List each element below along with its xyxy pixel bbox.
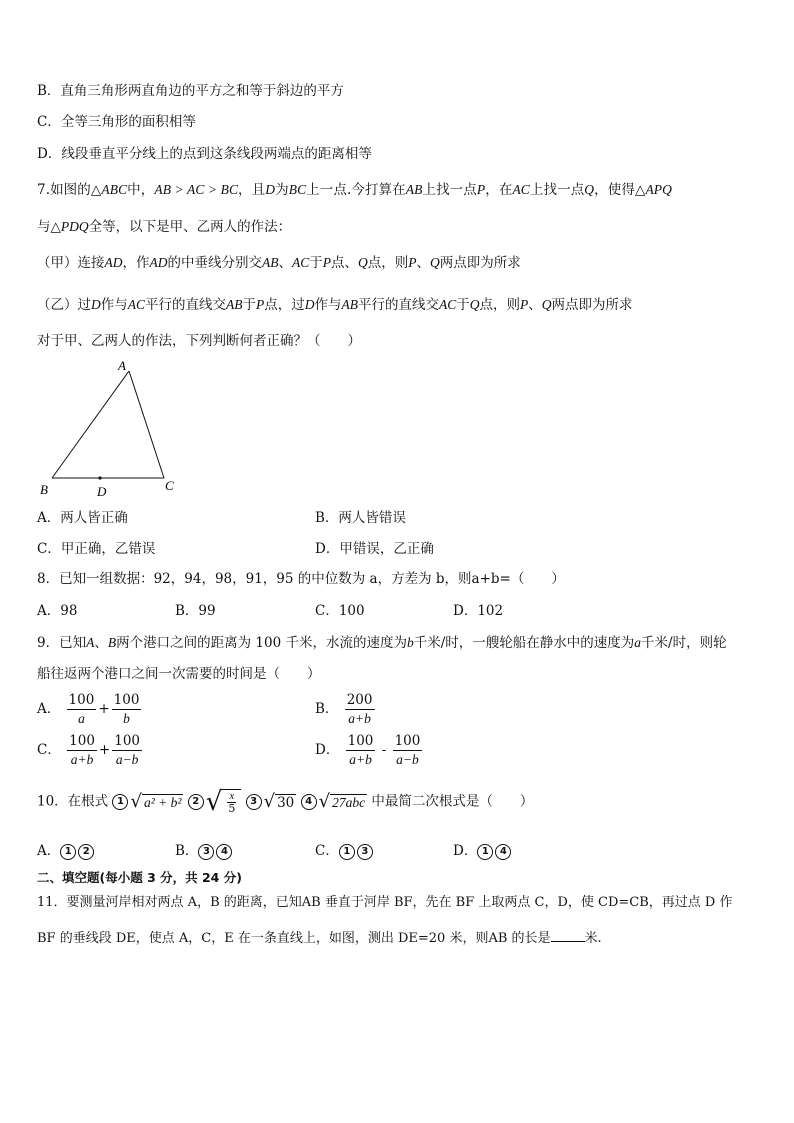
math: AC bbox=[512, 182, 530, 197]
math: a bbox=[634, 635, 642, 650]
fraction bbox=[67, 692, 97, 727]
text: （乙）过 bbox=[37, 297, 91, 313]
q9-option-d[interactable] bbox=[315, 733, 424, 768]
math: Q bbox=[469, 297, 480, 312]
q7-option-d[interactable]: D．甲错误，乙正确 bbox=[315, 541, 434, 557]
option-label: D． bbox=[315, 742, 340, 758]
math: D bbox=[91, 297, 101, 312]
q10-option-c[interactable] bbox=[315, 842, 375, 860]
math: P bbox=[476, 182, 486, 197]
text: 、 bbox=[416, 255, 431, 271]
q6-option-c: C．全等三角形的面积相等 bbox=[37, 114, 196, 130]
fraction bbox=[67, 733, 97, 768]
text: BF 的垂线段 DE，使点 A，C，E 在一条直线上，如图，测出 DE=20 米，则AB 的长是 bbox=[37, 931, 551, 946]
q9-stem-line1 bbox=[37, 634, 727, 652]
numerator: 100 bbox=[68, 692, 95, 708]
label-d: D bbox=[97, 484, 107, 499]
math: b bbox=[406, 635, 414, 650]
text: 10．在根式 bbox=[37, 793, 109, 810]
q9-option-b[interactable] bbox=[315, 692, 377, 727]
circled-number: 2 bbox=[188, 794, 204, 810]
q8-option-c[interactable]: C．100 bbox=[315, 603, 365, 619]
text: 中， bbox=[127, 182, 155, 198]
text: 千米/时，一艘轮船在静水中的速度为 bbox=[413, 635, 635, 651]
text: 上找一点 bbox=[529, 182, 585, 198]
denominator: 5 bbox=[228, 802, 236, 815]
text: 于 bbox=[456, 297, 470, 313]
text: （甲）连接 bbox=[37, 255, 105, 271]
text: 全等，以下是甲、乙两人的作法： bbox=[88, 219, 292, 235]
fraction bbox=[346, 733, 376, 768]
text: 点，则 bbox=[367, 255, 409, 271]
section-heading: 二、填空题(每小题 3 分，共 24 分) bbox=[37, 870, 242, 885]
radical bbox=[264, 793, 297, 811]
radicand: 30 bbox=[277, 794, 295, 811]
circled-number: 1 bbox=[477, 844, 493, 860]
q11-stem-line1: 11．要测量河岸相对两点 A，B 的距离，已知AB 垂直于河岸 BF，先在 BF 上取两点 C，D，使 CD=CB，再过点 D 作 bbox=[37, 895, 733, 910]
q6-option-d: D．线段垂直平分线上的点到这条线段两端点的距离相等 bbox=[37, 146, 372, 162]
math: AC bbox=[292, 255, 310, 270]
circled-number: 3 bbox=[198, 844, 214, 860]
radical-sign: √ bbox=[263, 791, 276, 812]
q8-option-b[interactable]: B．99 bbox=[175, 603, 216, 619]
numerator: 100 bbox=[69, 733, 95, 749]
option-label: A． bbox=[37, 701, 61, 717]
denominator: a+b bbox=[349, 752, 372, 767]
text: 与 bbox=[37, 219, 51, 235]
q10-option-d[interactable] bbox=[453, 842, 513, 860]
q9-option-c[interactable] bbox=[37, 733, 144, 768]
q7-stem-line1 bbox=[37, 181, 672, 199]
point-d bbox=[98, 476, 101, 479]
math: AB bbox=[262, 255, 279, 270]
fraction bbox=[345, 692, 375, 727]
circled-number: 2 bbox=[78, 844, 94, 860]
denominator: a−b bbox=[115, 752, 139, 767]
text: ，在 bbox=[485, 182, 513, 198]
fraction bbox=[112, 692, 142, 727]
text: 米. bbox=[584, 931, 602, 946]
side-ac bbox=[129, 371, 164, 478]
math: Q bbox=[430, 255, 440, 270]
circled-number: 3 bbox=[246, 794, 262, 810]
q7-option-b[interactable]: B．两人皆错误 bbox=[315, 510, 406, 526]
q7-stem-line2 bbox=[37, 218, 291, 236]
text: 于 bbox=[309, 255, 323, 271]
text: 点、 bbox=[331, 255, 359, 271]
numerator: 200 bbox=[346, 692, 373, 708]
label-c: C bbox=[165, 478, 174, 493]
numerator: 100 bbox=[394, 733, 421, 749]
numerator: 100 bbox=[114, 733, 141, 749]
q7-question: 对于甲、乙两人的作法，下列判断何者正确？（ ） bbox=[37, 333, 361, 349]
text: 于 bbox=[242, 297, 257, 313]
text: 平行的直线交 bbox=[358, 297, 440, 313]
numerator: x bbox=[229, 790, 235, 802]
text: 两点即为所求 bbox=[439, 255, 521, 271]
text: 、 bbox=[278, 255, 292, 271]
math: A bbox=[86, 635, 95, 650]
text: ，且 bbox=[238, 182, 266, 198]
text: 、 bbox=[94, 635, 108, 651]
denominator: a+b bbox=[70, 752, 94, 767]
fraction bbox=[112, 733, 142, 768]
math: AD bbox=[149, 255, 168, 270]
numerator: 100 bbox=[347, 733, 374, 749]
circled-number: 1 bbox=[339, 844, 355, 860]
circled-number: 4 bbox=[495, 844, 511, 860]
operator: + bbox=[98, 742, 111, 758]
side-ab bbox=[52, 371, 129, 478]
fraction bbox=[393, 733, 423, 768]
text: 两个港口之间的距离为 100 千米，水流的速度为 bbox=[116, 635, 407, 651]
label-b: B bbox=[40, 482, 48, 497]
q9-option-a[interactable] bbox=[37, 692, 143, 727]
text: 平行的直线交 bbox=[145, 297, 227, 313]
math: AB bbox=[405, 182, 423, 197]
radical bbox=[319, 793, 367, 811]
q9-stem-line2: 船往返两个港口之间一次需要的时间是（ ） bbox=[37, 666, 321, 682]
radical-sign: √ bbox=[130, 791, 142, 812]
q8-option-a[interactable]: A．98 bbox=[37, 603, 78, 619]
text: 作与 bbox=[100, 297, 128, 313]
q10-option-b[interactable] bbox=[175, 842, 234, 860]
math: Q bbox=[358, 255, 368, 270]
text: 、 bbox=[528, 297, 542, 313]
math: P bbox=[256, 297, 265, 312]
math: AC bbox=[127, 297, 146, 312]
q11-stem-line2 bbox=[37, 927, 602, 948]
q8-option-d[interactable]: D．102 bbox=[453, 603, 504, 619]
q6-option-b: B．直角三角形两直角边的平方之和等于斜边的平方 bbox=[37, 83, 344, 99]
q8-stem: 8．已知一组数据：92，94，98，91，95 的中位数为 a，方差为 b，则a+b=（ ） bbox=[37, 571, 565, 587]
radical bbox=[130, 793, 183, 811]
text: 作与 bbox=[314, 297, 342, 313]
q10-stem bbox=[37, 789, 533, 815]
circled-number: 4 bbox=[216, 844, 232, 860]
math: P bbox=[408, 255, 417, 270]
option-label: B． bbox=[175, 843, 199, 859]
text: 为 bbox=[275, 182, 289, 198]
math: AD bbox=[104, 255, 123, 270]
answer-blank[interactable] bbox=[551, 927, 585, 942]
option-label: A． bbox=[37, 843, 61, 859]
math: Q bbox=[541, 297, 552, 312]
math: BC bbox=[288, 182, 307, 197]
fraction bbox=[226, 790, 237, 815]
denominator: a bbox=[78, 711, 85, 726]
numerator: 100 bbox=[113, 692, 140, 708]
triangle-figure bbox=[34, 357, 184, 502]
option-label: D． bbox=[453, 843, 478, 859]
q7-option-c[interactable]: C．甲正确，乙错误 bbox=[37, 541, 156, 557]
option-label: C． bbox=[37, 742, 61, 758]
math: D bbox=[304, 297, 315, 312]
math: P bbox=[322, 255, 332, 270]
label-a: A bbox=[118, 358, 126, 373]
math: AC bbox=[439, 297, 457, 312]
radicand bbox=[222, 789, 241, 815]
math: AB > AC > BC bbox=[154, 182, 239, 197]
math: △ABC bbox=[90, 182, 128, 197]
q7-option-a[interactable]: A．两人皆正确 bbox=[37, 510, 128, 526]
radicand: 27abc bbox=[332, 794, 366, 810]
radical-sign: √ bbox=[205, 787, 223, 817]
circled-number: 1 bbox=[60, 844, 76, 860]
text: 上一点.今打算在 bbox=[306, 182, 406, 198]
option-label: C． bbox=[315, 843, 339, 859]
text: 千米/时，则轮 bbox=[641, 635, 727, 651]
text: ，使得 bbox=[594, 182, 635, 198]
text: 7.如图的 bbox=[37, 182, 91, 198]
text: 中最简二次根式是（ ） bbox=[371, 793, 534, 810]
math: P bbox=[520, 297, 529, 312]
math: B bbox=[107, 635, 117, 650]
operator: + bbox=[98, 701, 110, 717]
circled-number: 1 bbox=[112, 794, 128, 810]
circled-number: 4 bbox=[301, 794, 317, 810]
math: △APQ bbox=[634, 182, 672, 197]
text: 点，则 bbox=[479, 297, 521, 313]
option-label: B． bbox=[315, 701, 339, 717]
radicand: a² + b² bbox=[143, 794, 182, 810]
circled-number: 3 bbox=[357, 844, 373, 860]
text: 上找一点 bbox=[422, 182, 477, 198]
math: AB bbox=[341, 297, 359, 312]
math: D bbox=[265, 182, 276, 197]
q7-method-yi bbox=[37, 296, 633, 314]
math: △PDQ bbox=[50, 219, 89, 234]
radical-sign: √ bbox=[318, 791, 331, 812]
radical bbox=[206, 789, 242, 815]
text: 两点即为所求 bbox=[551, 297, 633, 313]
math: AB bbox=[226, 297, 243, 312]
math: Q bbox=[584, 182, 595, 197]
operator: - bbox=[381, 742, 387, 758]
text: 9．已知 bbox=[37, 635, 87, 651]
denominator: a+b bbox=[348, 711, 371, 726]
denominator: a−b bbox=[396, 752, 419, 767]
text: 的中垂线分别交 bbox=[167, 255, 262, 271]
text: 点，过 bbox=[264, 297, 305, 313]
q7-method-jia bbox=[37, 254, 521, 272]
denominator: b bbox=[123, 711, 130, 726]
q10-option-a[interactable] bbox=[37, 842, 96, 860]
text: ，作 bbox=[122, 255, 150, 271]
